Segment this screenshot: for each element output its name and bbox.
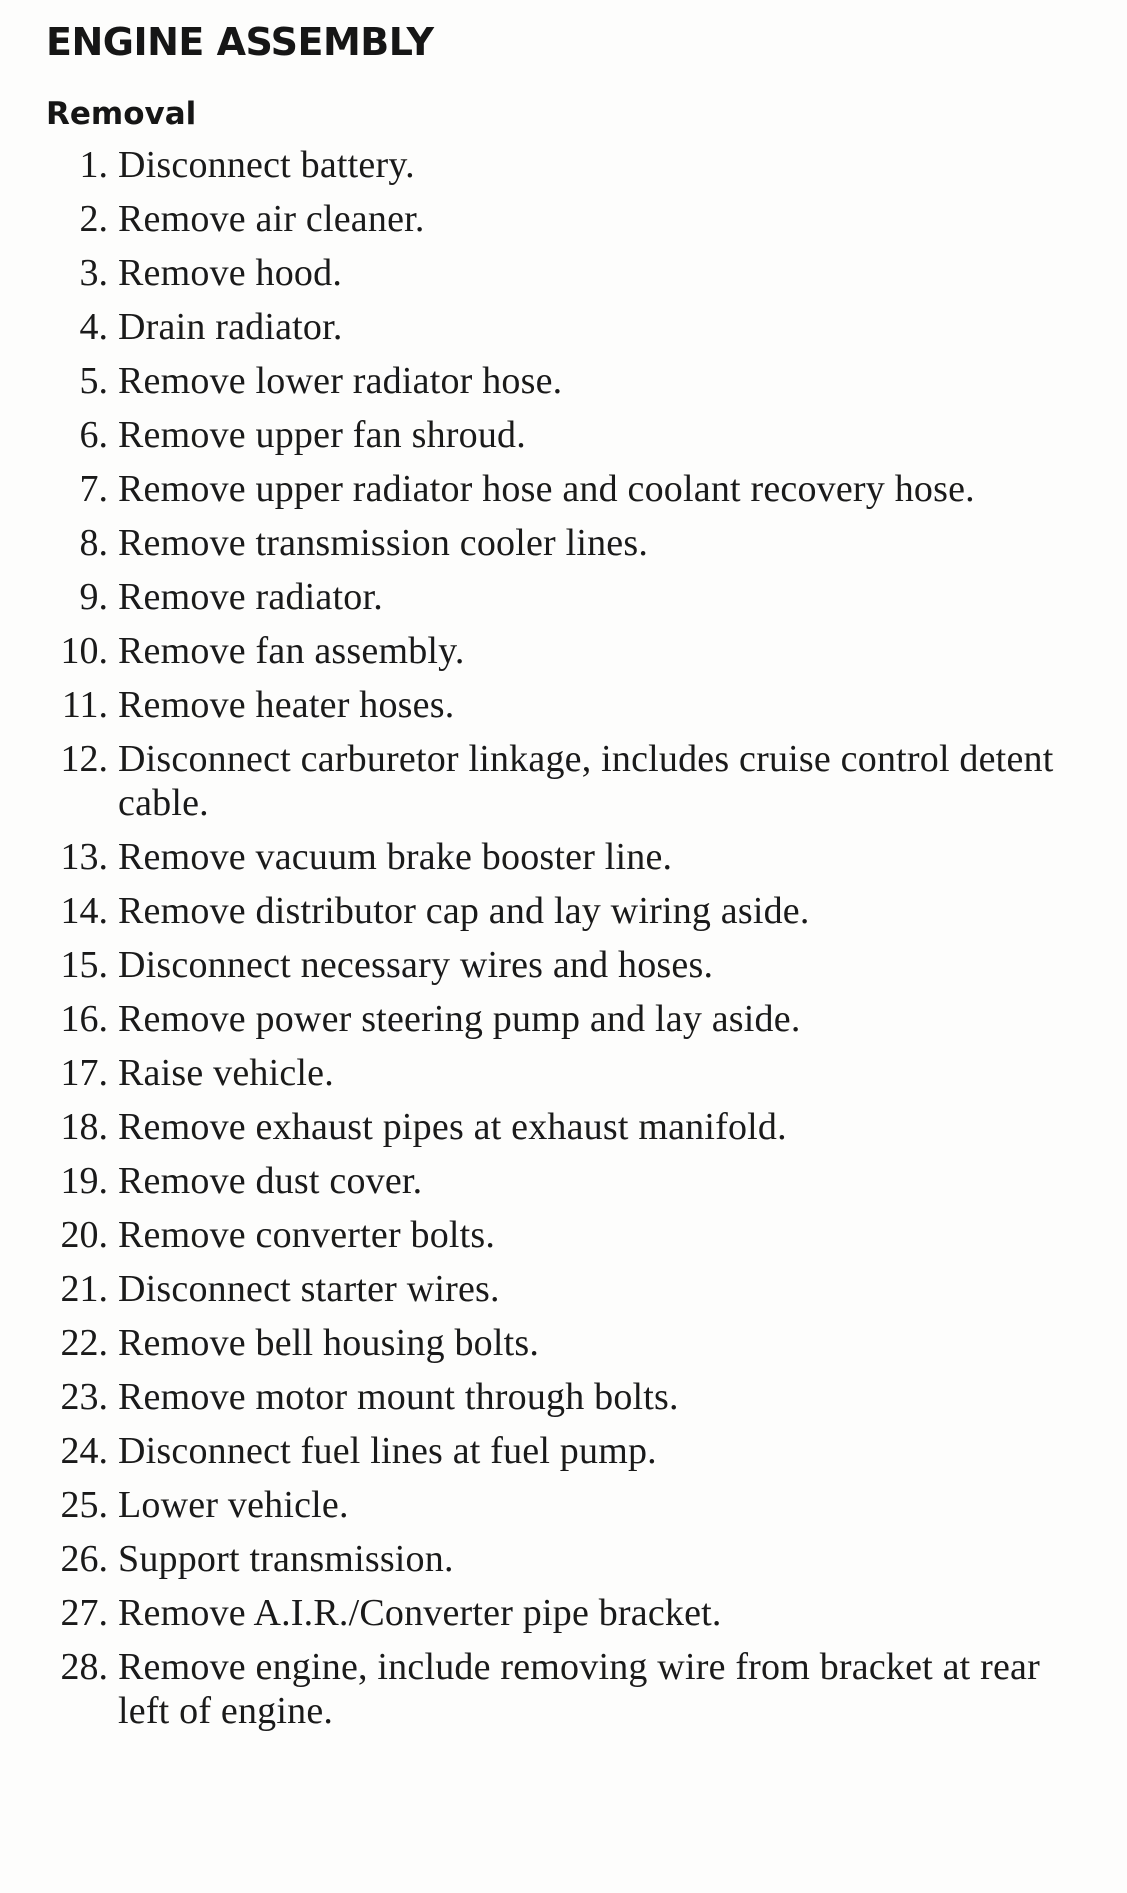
step-item	[0, 1105, 1127, 1149]
step-item	[0, 629, 1127, 673]
step-number: 11.	[61, 684, 108, 726]
step-text: Remove air cleaner.	[118, 198, 425, 240]
step-item	[0, 305, 1127, 349]
step-text: Remove dust cover.	[118, 1160, 423, 1202]
step-number: 23.	[60, 1376, 108, 1418]
step-text: Disconnect battery.	[118, 144, 415, 186]
step-text: Remove distributor cap and lay wiring aside.	[118, 890, 810, 932]
step-text: Raise vehicle.	[118, 1052, 334, 1094]
step-item	[0, 1213, 1127, 1257]
step-item	[0, 1321, 1127, 1365]
step-text: Remove bell housing bolts.	[118, 1322, 540, 1364]
step-item	[0, 1483, 1127, 1527]
step-text: Remove upper radiator hose and coolant recovery hose.	[118, 468, 975, 510]
step-text: Remove heater hoses.	[118, 684, 455, 726]
step-text: Remove hood.	[118, 252, 343, 294]
step-number: 5.	[79, 360, 108, 402]
step-item	[0, 1159, 1127, 1203]
step-item	[0, 467, 1127, 511]
step-item	[0, 1537, 1127, 1581]
step-text: Remove upper fan shroud.	[118, 414, 526, 456]
section-heading: Removal	[46, 96, 197, 132]
step-text: Drain radiator.	[118, 306, 343, 348]
step-number: 6.	[79, 414, 108, 456]
step-item	[0, 683, 1127, 727]
step-number: 16.	[60, 998, 108, 1040]
step-item	[0, 359, 1127, 403]
step-number: 9.	[79, 576, 108, 618]
step-item	[0, 737, 1127, 825]
step-text: Disconnect carburetor linkage, includes cruise control detent cable.	[118, 738, 1054, 824]
step-item	[0, 835, 1127, 879]
step-number: 13.	[60, 836, 108, 878]
step-text: Remove engine, include removing wire from bracket at rear left of engine.	[118, 1646, 1040, 1732]
step-number: 26.	[60, 1538, 108, 1580]
step-text: Remove lower radiator hose.	[118, 360, 563, 402]
step-item	[0, 943, 1127, 987]
step-item	[0, 1645, 1127, 1733]
step-text: Disconnect necessary wires and hoses.	[118, 944, 714, 986]
step-number: 27.	[60, 1592, 108, 1634]
step-item	[0, 1429, 1127, 1473]
step-text: Remove exhaust pipes at exhaust manifold.	[118, 1106, 787, 1148]
step-number: 2.	[79, 198, 108, 240]
page-title: ENGINE ASSEMBLY	[46, 20, 434, 64]
step-item	[0, 1375, 1127, 1419]
step-number: 10.	[60, 630, 108, 672]
step-item	[0, 251, 1127, 295]
step-item	[0, 1051, 1127, 1095]
step-text: Remove fan assembly.	[118, 630, 465, 672]
step-number: 4.	[79, 306, 108, 348]
step-number: 3.	[79, 252, 108, 294]
step-number: 22.	[60, 1322, 108, 1364]
step-item	[0, 413, 1127, 457]
step-item	[0, 575, 1127, 619]
steps-list	[0, 143, 1127, 1743]
step-text: Disconnect starter wires.	[118, 1268, 500, 1310]
step-text: Remove converter bolts.	[118, 1214, 496, 1256]
step-text: Lower vehicle.	[118, 1484, 349, 1526]
step-item	[0, 521, 1127, 565]
step-number: 18.	[60, 1106, 108, 1148]
step-number: 21.	[60, 1268, 108, 1310]
step-text: Remove transmission cooler lines.	[118, 522, 649, 564]
step-text: Remove vacuum brake booster line.	[118, 836, 673, 878]
step-text: Remove motor mount through bolts.	[118, 1376, 679, 1418]
step-text: Remove A.I.R./Converter pipe bracket.	[118, 1592, 722, 1634]
step-text: Remove power steering pump and lay aside.	[118, 998, 801, 1040]
step-number: 17.	[60, 1052, 108, 1094]
step-number: 1.	[79, 144, 108, 186]
step-item	[0, 143, 1127, 187]
step-number: 28.	[60, 1646, 108, 1688]
step-text: Support transmission.	[118, 1538, 454, 1580]
step-number: 25.	[60, 1484, 108, 1526]
step-number: 24.	[60, 1430, 108, 1472]
step-number: 12.	[60, 738, 108, 780]
step-number: 7.	[79, 468, 108, 510]
step-number: 14.	[60, 890, 108, 932]
step-item	[0, 997, 1127, 1041]
step-item	[0, 197, 1127, 241]
step-text: Disconnect fuel lines at fuel pump.	[118, 1430, 657, 1472]
step-item	[0, 1267, 1127, 1311]
step-number: 8.	[79, 522, 108, 564]
step-number: 15.	[60, 944, 108, 986]
step-text: Remove radiator.	[118, 576, 383, 618]
step-number: 19.	[60, 1160, 108, 1202]
step-number: 20.	[60, 1214, 108, 1256]
step-item	[0, 889, 1127, 933]
step-item	[0, 1591, 1127, 1635]
